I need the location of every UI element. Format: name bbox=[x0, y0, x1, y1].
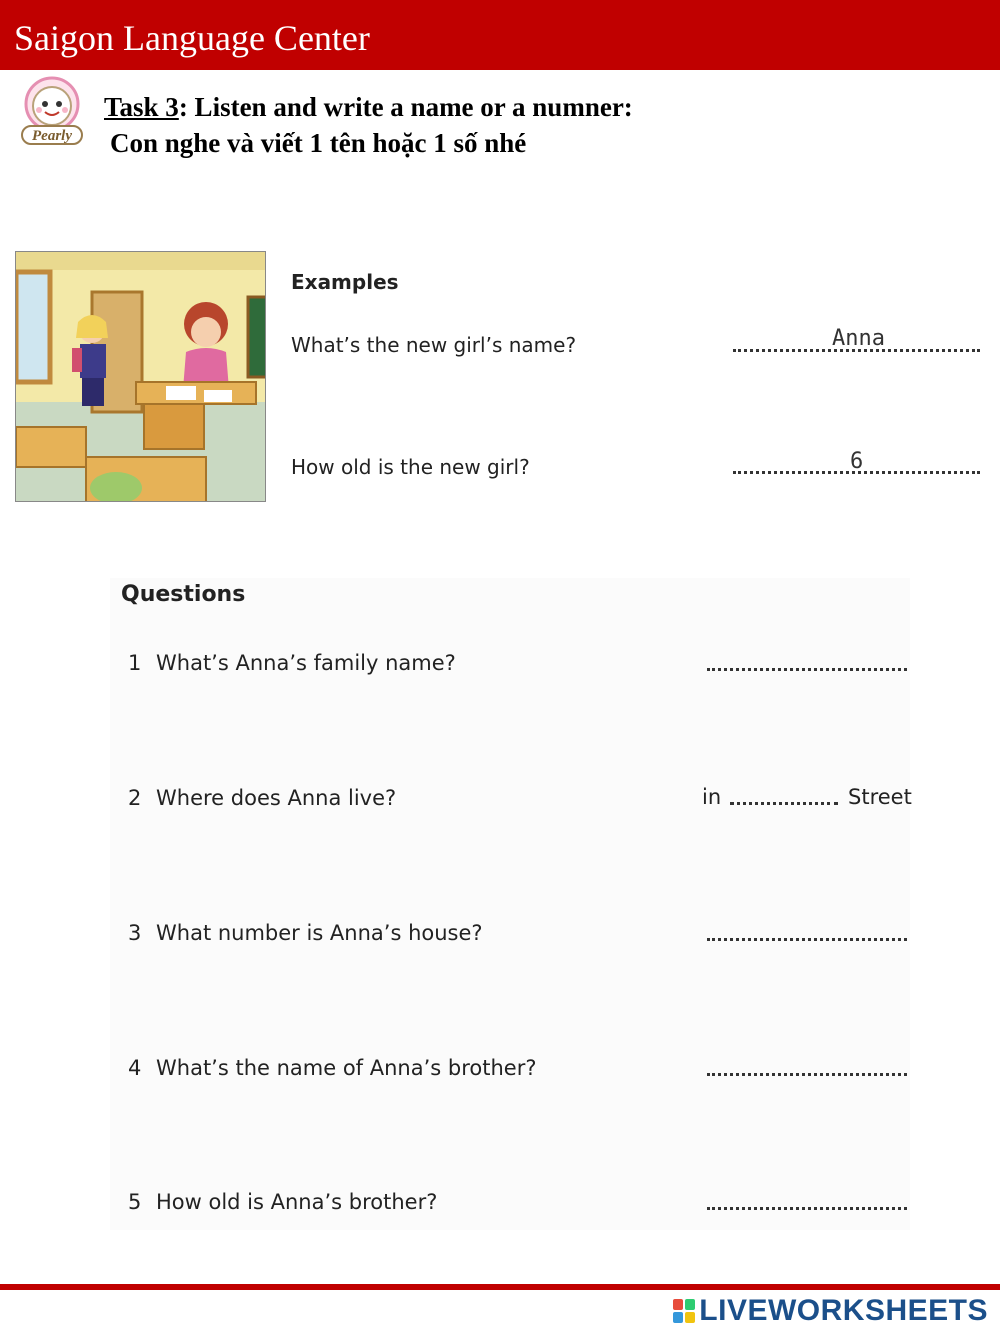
answer-blank-4[interactable] bbox=[707, 1071, 907, 1076]
answer-suffix: Street bbox=[848, 785, 912, 809]
questions-heading: Questions bbox=[121, 582, 246, 607]
header-title: Saigon Language Center bbox=[14, 18, 370, 58]
task-instruction: : Listen and write a name or a numner: bbox=[178, 92, 633, 122]
question-text: What’s the name of Anna’s brother? bbox=[156, 1056, 537, 1080]
question-number: 1 bbox=[128, 651, 142, 675]
footer-divider bbox=[0, 1284, 1000, 1290]
question-number: 3 bbox=[128, 921, 142, 945]
task-title bbox=[104, 90, 633, 124]
question-text: How old is Anna’s brother? bbox=[156, 1190, 438, 1214]
question-text: What number is Anna’s house? bbox=[156, 921, 483, 945]
example-question-2: How old is the new girl? bbox=[291, 455, 530, 479]
question-text: What’s Anna’s family name? bbox=[156, 651, 456, 675]
answer-blank-1[interactable] bbox=[707, 666, 907, 671]
pearly-logo bbox=[14, 76, 90, 146]
examples-heading: Examples bbox=[291, 270, 399, 294]
question-number: 2 bbox=[128, 786, 142, 810]
answer-prefix: in bbox=[702, 785, 722, 809]
task-label: Task 3 bbox=[104, 92, 179, 122]
answer-blank-5[interactable] bbox=[707, 1205, 907, 1210]
brand-name: LIVEWORKSHEETS bbox=[699, 1294, 988, 1327]
answer-blank-2[interactable] bbox=[730, 800, 838, 805]
questions-panel bbox=[110, 578, 910, 1230]
example-answer-1: Anna bbox=[832, 326, 885, 351]
example-question-1: What’s the new girl’s name? bbox=[291, 333, 577, 357]
question-text: Where does Anna live? bbox=[156, 786, 397, 810]
liveworksheets-brand bbox=[673, 1291, 988, 1331]
classroom-illustration bbox=[15, 251, 266, 502]
liveworksheets-icon bbox=[673, 1299, 695, 1323]
task-subtitle: Con nghe và viết 1 tên hoặc 1 số nhé bbox=[110, 128, 527, 158]
answer-blank-3[interactable] bbox=[707, 936, 907, 941]
example-answer-2: 6 bbox=[850, 449, 864, 474]
question-number: 4 bbox=[128, 1056, 142, 1080]
header-bar bbox=[0, 0, 1000, 70]
question-number: 5 bbox=[128, 1190, 142, 1214]
logo-wordmark: Pearly bbox=[32, 128, 72, 144]
